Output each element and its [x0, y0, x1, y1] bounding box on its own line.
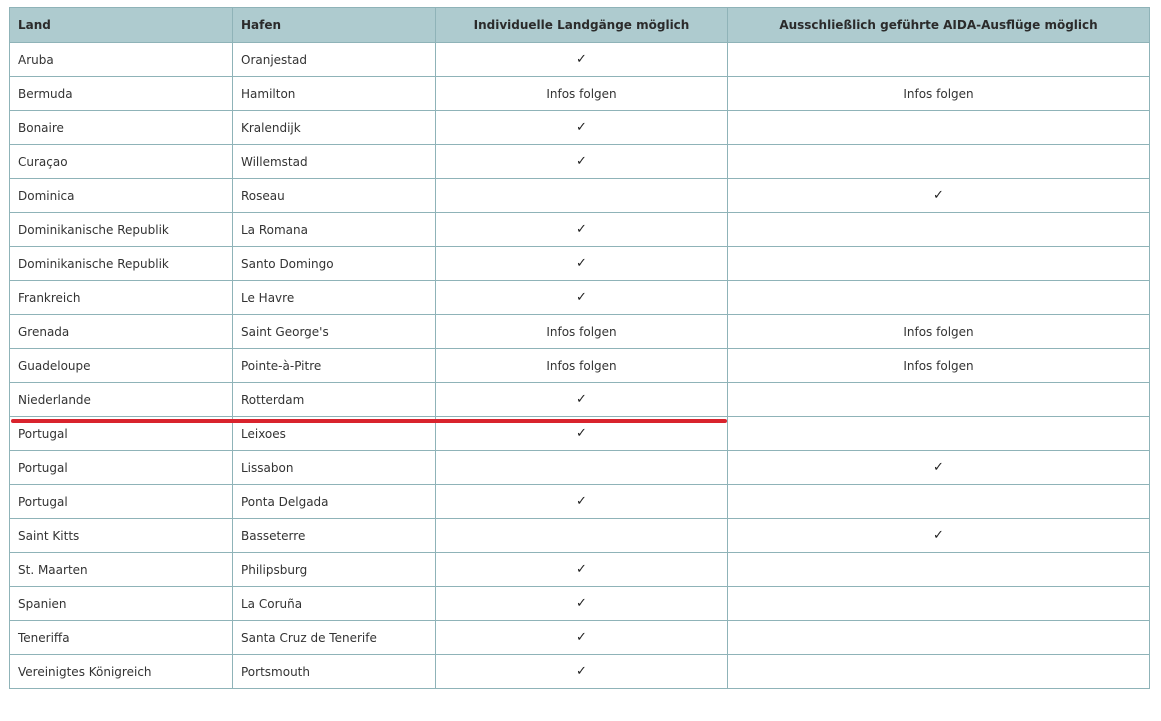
- table-row: [10, 587, 1150, 621]
- cell-gefuehrt: [728, 111, 1150, 145]
- table-row: [10, 145, 1150, 179]
- check-mark-icon: ✓: [576, 290, 587, 305]
- cell-land-text: Portugal: [18, 460, 68, 475]
- check-mark-icon: ✓: [576, 120, 587, 135]
- table-row: [10, 247, 1150, 281]
- table-row: [10, 451, 1150, 485]
- cell-land-text: Frankreich: [18, 290, 81, 305]
- cell-gefuehrt: [728, 77, 1150, 111]
- cell-hafen: [233, 247, 436, 281]
- cell-hafen-text: Basseterre: [241, 528, 306, 543]
- cell-individuell: [436, 179, 728, 213]
- cell-gefuehrt: [728, 43, 1150, 77]
- table-row: [10, 213, 1150, 247]
- cell-land-text: Curaçao: [18, 154, 68, 169]
- cell-hafen-text: Santo Domingo: [241, 256, 334, 271]
- check-mark-icon: ✓: [576, 596, 587, 611]
- cell-gefuehrt: [728, 349, 1150, 383]
- cell-land: [10, 281, 233, 315]
- port-table: [9, 7, 1150, 689]
- check-mark-icon: ✓: [576, 52, 587, 67]
- cell-hafen: [233, 315, 436, 349]
- cell-land: [10, 451, 233, 485]
- check-mark-icon: ✓: [933, 188, 944, 203]
- table-row: [10, 383, 1150, 417]
- cell-hafen: [233, 451, 436, 485]
- header-gefuehrt: Ausschließlich geführte AIDA-Ausflüge möglich: [728, 8, 1150, 43]
- cell-land: [10, 587, 233, 621]
- table-row: [10, 621, 1150, 655]
- cell-land-text: St. Maarten: [18, 562, 88, 577]
- cell-hafen-text: Leixoes: [241, 426, 286, 441]
- cell-hafen: [233, 281, 436, 315]
- cell-individuell-text: Infos folgen: [546, 324, 617, 339]
- port-table-container: [9, 7, 1149, 689]
- cell-gefuehrt: [728, 281, 1150, 315]
- cell-individuell: [436, 77, 728, 111]
- cell-land: [10, 43, 233, 77]
- cell-gefuehrt: [728, 519, 1150, 553]
- cell-hafen-text: Willemstad: [241, 154, 308, 169]
- cell-land-text: Saint Kitts: [18, 528, 80, 543]
- cell-land: [10, 145, 233, 179]
- cell-land-text: Guadeloupe: [18, 358, 91, 373]
- cell-land-text: Grenada: [18, 324, 70, 339]
- cell-land-text: Aruba: [18, 52, 54, 67]
- cell-gefuehrt: [728, 315, 1150, 349]
- cell-land: [10, 621, 233, 655]
- cell-hafen: [233, 77, 436, 111]
- cell-hafen-text: Santa Cruz de Tenerife: [241, 630, 377, 645]
- cell-land: [10, 77, 233, 111]
- cell-land: [10, 383, 233, 417]
- cell-hafen-text: Hamilton: [241, 86, 296, 101]
- table-row: [10, 281, 1150, 315]
- cell-hafen-text: Portsmouth: [241, 664, 310, 679]
- cell-gefuehrt: [728, 451, 1150, 485]
- table-row: [10, 349, 1150, 383]
- table-row: [10, 43, 1150, 77]
- cell-land-text: Dominikanische Republik: [18, 256, 169, 271]
- cell-individuell: [436, 111, 728, 145]
- cell-hafen-text: Philipsburg: [241, 562, 308, 577]
- check-mark-icon: ✓: [576, 392, 587, 407]
- cell-individuell: [436, 655, 728, 689]
- cell-individuell: [436, 349, 728, 383]
- cell-individuell-text: Infos folgen: [546, 86, 617, 101]
- cell-gefuehrt: [728, 179, 1150, 213]
- check-mark-icon: ✓: [576, 562, 587, 577]
- header-row: [10, 8, 1150, 43]
- check-mark-icon: ✓: [933, 528, 944, 543]
- cell-hafen-text: Le Havre: [241, 290, 295, 305]
- cell-land: [10, 315, 233, 349]
- cell-hafen: [233, 213, 436, 247]
- cell-land: [10, 655, 233, 689]
- cell-individuell: [436, 315, 728, 349]
- cell-hafen: [233, 43, 436, 77]
- cell-gefuehrt: [728, 417, 1150, 451]
- cell-hafen: [233, 519, 436, 553]
- cell-hafen-text: Pointe-à-Pitre: [241, 358, 322, 373]
- cell-individuell: [436, 281, 728, 315]
- header-hafen: Hafen: [233, 8, 436, 43]
- cell-land-text: Niederlande: [18, 392, 91, 407]
- cell-hafen-text: Kralendijk: [241, 120, 301, 135]
- cell-individuell: [436, 553, 728, 587]
- cell-land-text: Dominica: [18, 188, 75, 203]
- cell-land-text: Portugal: [18, 426, 68, 441]
- cell-gefuehrt-text: Infos folgen: [903, 86, 974, 101]
- cell-gefuehrt: [728, 655, 1150, 689]
- cell-hafen-text: Oranjestad: [241, 52, 307, 67]
- cell-individuell: [436, 145, 728, 179]
- cell-hafen: [233, 655, 436, 689]
- cell-land-text: Vereinigtes Königreich: [18, 664, 152, 679]
- cell-individuell-text: Infos folgen: [546, 358, 617, 373]
- cell-land-text: Teneriffa: [18, 630, 70, 645]
- cell-land: [10, 111, 233, 145]
- cell-hafen: [233, 383, 436, 417]
- cell-land: [10, 485, 233, 519]
- cell-land-text: Bonaire: [18, 120, 64, 135]
- cell-gefuehrt: [728, 383, 1150, 417]
- header-land: Land: [10, 8, 233, 43]
- cell-land: [10, 553, 233, 587]
- cell-individuell: [436, 43, 728, 77]
- table-row: [10, 519, 1150, 553]
- cell-land: [10, 179, 233, 213]
- cell-hafen: [233, 179, 436, 213]
- cell-hafen-text: La Romana: [241, 222, 308, 237]
- cell-hafen: [233, 485, 436, 519]
- table-row: [10, 315, 1150, 349]
- cell-individuell: [436, 247, 728, 281]
- cell-individuell: [436, 519, 728, 553]
- cell-gefuehrt-text: Infos folgen: [903, 324, 974, 339]
- header-individuell: Individuelle Landgänge möglich: [436, 8, 728, 43]
- cell-individuell: [436, 587, 728, 621]
- cell-land: [10, 213, 233, 247]
- red-highlight-underline: [11, 419, 727, 423]
- cell-hafen-text: Lissabon: [241, 460, 294, 475]
- cell-hafen: [233, 587, 436, 621]
- cell-individuell: [436, 213, 728, 247]
- table-row: [10, 553, 1150, 587]
- cell-hafen: [233, 111, 436, 145]
- cell-land-text: Dominikanische Republik: [18, 222, 169, 237]
- cell-land-text: Bermuda: [18, 86, 73, 101]
- cell-hafen-text: Saint George's: [241, 324, 329, 339]
- cell-gefuehrt-text: Infos folgen: [903, 358, 974, 373]
- cell-individuell: [436, 485, 728, 519]
- cell-land: [10, 247, 233, 281]
- cell-hafen: [233, 145, 436, 179]
- cell-gefuehrt: [728, 145, 1150, 179]
- table-row: [10, 111, 1150, 145]
- cell-hafen-text: Ponta Delgada: [241, 494, 329, 509]
- cell-land: [10, 349, 233, 383]
- cell-hafen: [233, 621, 436, 655]
- cell-land-text: Spanien: [18, 596, 67, 611]
- check-mark-icon: ✓: [576, 426, 587, 441]
- cell-gefuehrt: [728, 247, 1150, 281]
- cell-land: [10, 519, 233, 553]
- table-body: [10, 43, 1150, 689]
- cell-gefuehrt: [728, 213, 1150, 247]
- cell-hafen-text: Roseau: [241, 188, 285, 203]
- cell-gefuehrt: [728, 621, 1150, 655]
- cell-hafen-text: La Coruña: [241, 596, 303, 611]
- check-mark-icon: ✓: [576, 222, 587, 237]
- cell-hafen: [233, 349, 436, 383]
- table-row: [10, 77, 1150, 111]
- cell-gefuehrt: [728, 485, 1150, 519]
- cell-gefuehrt: [728, 587, 1150, 621]
- cell-gefuehrt: [728, 553, 1150, 587]
- table-row: [10, 179, 1150, 213]
- cell-hafen: [233, 553, 436, 587]
- check-mark-icon: ✓: [576, 664, 587, 679]
- check-mark-icon: ✓: [576, 154, 587, 169]
- cell-land-text: Portugal: [18, 494, 68, 509]
- check-mark-icon: ✓: [576, 256, 587, 271]
- cell-individuell: [436, 451, 728, 485]
- table-header: [10, 8, 1150, 43]
- table-row: [10, 655, 1150, 689]
- check-mark-icon: ✓: [576, 630, 587, 645]
- check-mark-icon: ✓: [576, 494, 587, 509]
- cell-individuell: [436, 383, 728, 417]
- table-row: [10, 485, 1150, 519]
- check-mark-icon: ✓: [933, 460, 944, 475]
- cell-hafen-text: Rotterdam: [241, 392, 305, 407]
- cell-individuell: [436, 621, 728, 655]
